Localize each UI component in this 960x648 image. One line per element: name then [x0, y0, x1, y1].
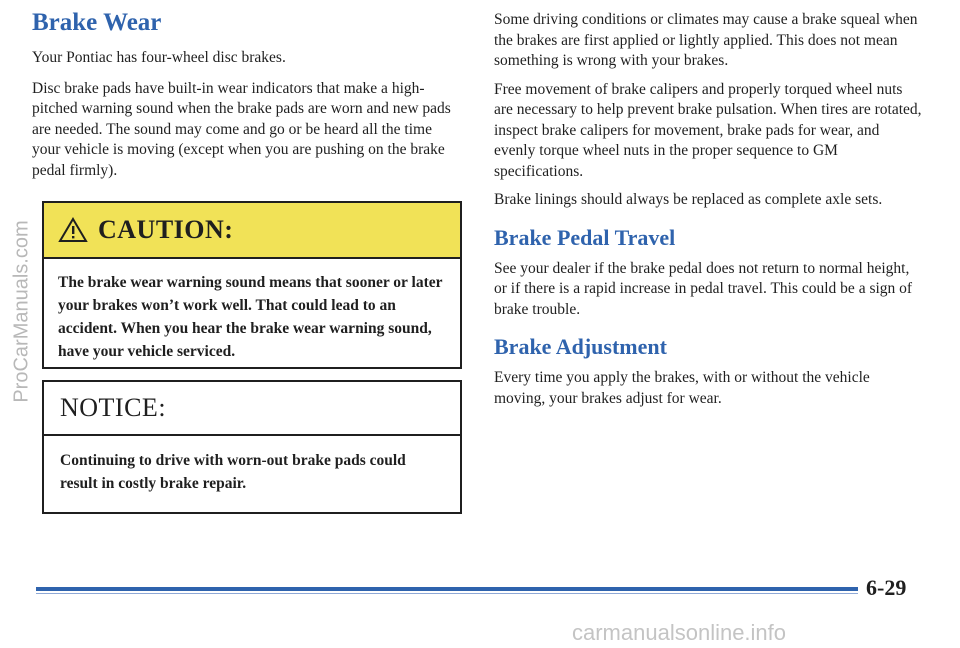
caution-box	[42, 201, 462, 369]
left-column	[32, 8, 462, 181]
notice-body: Continuing to drive with worn-out brake pads could result in costly brake repair.	[60, 452, 406, 492]
right-column	[494, 10, 924, 409]
footer-rule	[36, 587, 858, 591]
caution-body: The brake wear warning sound means that sooner or later your brakes won’t work well. That could lead to an accident. When you hear the brake wear warning sound, have your vehicle serviced.	[58, 274, 443, 360]
side-watermark: ProCarManuals.com	[10, 220, 33, 403]
brake-adjustment-heading: Brake Adjustment	[494, 334, 667, 359]
notice-header	[44, 382, 460, 436]
wear-indicator-paragraph: Disc brake pads have built-in wear indicators that make a high-pitched warning sound when the brake pads are worn and new pads are needed. The sound may come and go or be heard all the time your vehicle is moving (except when you are pushing on the brake pedal firmly).	[32, 79, 451, 179]
caution-title: CAUTION:	[98, 215, 234, 244]
brake-wear-heading: Brake Wear	[32, 9, 162, 36]
bottom-watermark: carmanualsonline.info	[572, 620, 787, 645]
page-number: 6-29	[866, 575, 907, 600]
intro-paragraph: Your Pontiac has four-wheel disc brakes.	[32, 49, 286, 66]
pedal-travel-paragraph: See your dealer if the brake pedal does not return to normal height, or if there is a rapid increase in pedal travel. This could be a sign of brake trouble.	[494, 259, 913, 318]
caution-header	[44, 203, 460, 259]
linings-paragraph: Brake linings should always be replaced as complete axle sets.	[494, 191, 883, 208]
notice-title: NOTICE:	[60, 393, 167, 422]
calipers-paragraph: Free movement of brake calipers and properly torqued wheel nuts are necessary to help prevent brake pulsation. When tires are rotated, inspect brake calipers for movement, brake pads for wear, and evenly torque wheel nuts in the proper sequence to GM specifications.	[494, 80, 922, 180]
adjustment-paragraph: Every time you apply the brakes, with or without the vehicle moving, your brakes adjust for wear.	[494, 369, 870, 407]
brake-squeal-paragraph: Some driving conditions or climates may cause a brake squeal when the brakes are first applied or lightly applied. This does not mean something is wrong with your brakes.	[494, 11, 918, 69]
warning-triangle-icon	[58, 217, 88, 243]
notice-box	[42, 380, 462, 514]
footer-rule-thin	[36, 593, 858, 594]
brake-pedal-travel-heading: Brake Pedal Travel	[494, 224, 676, 250]
